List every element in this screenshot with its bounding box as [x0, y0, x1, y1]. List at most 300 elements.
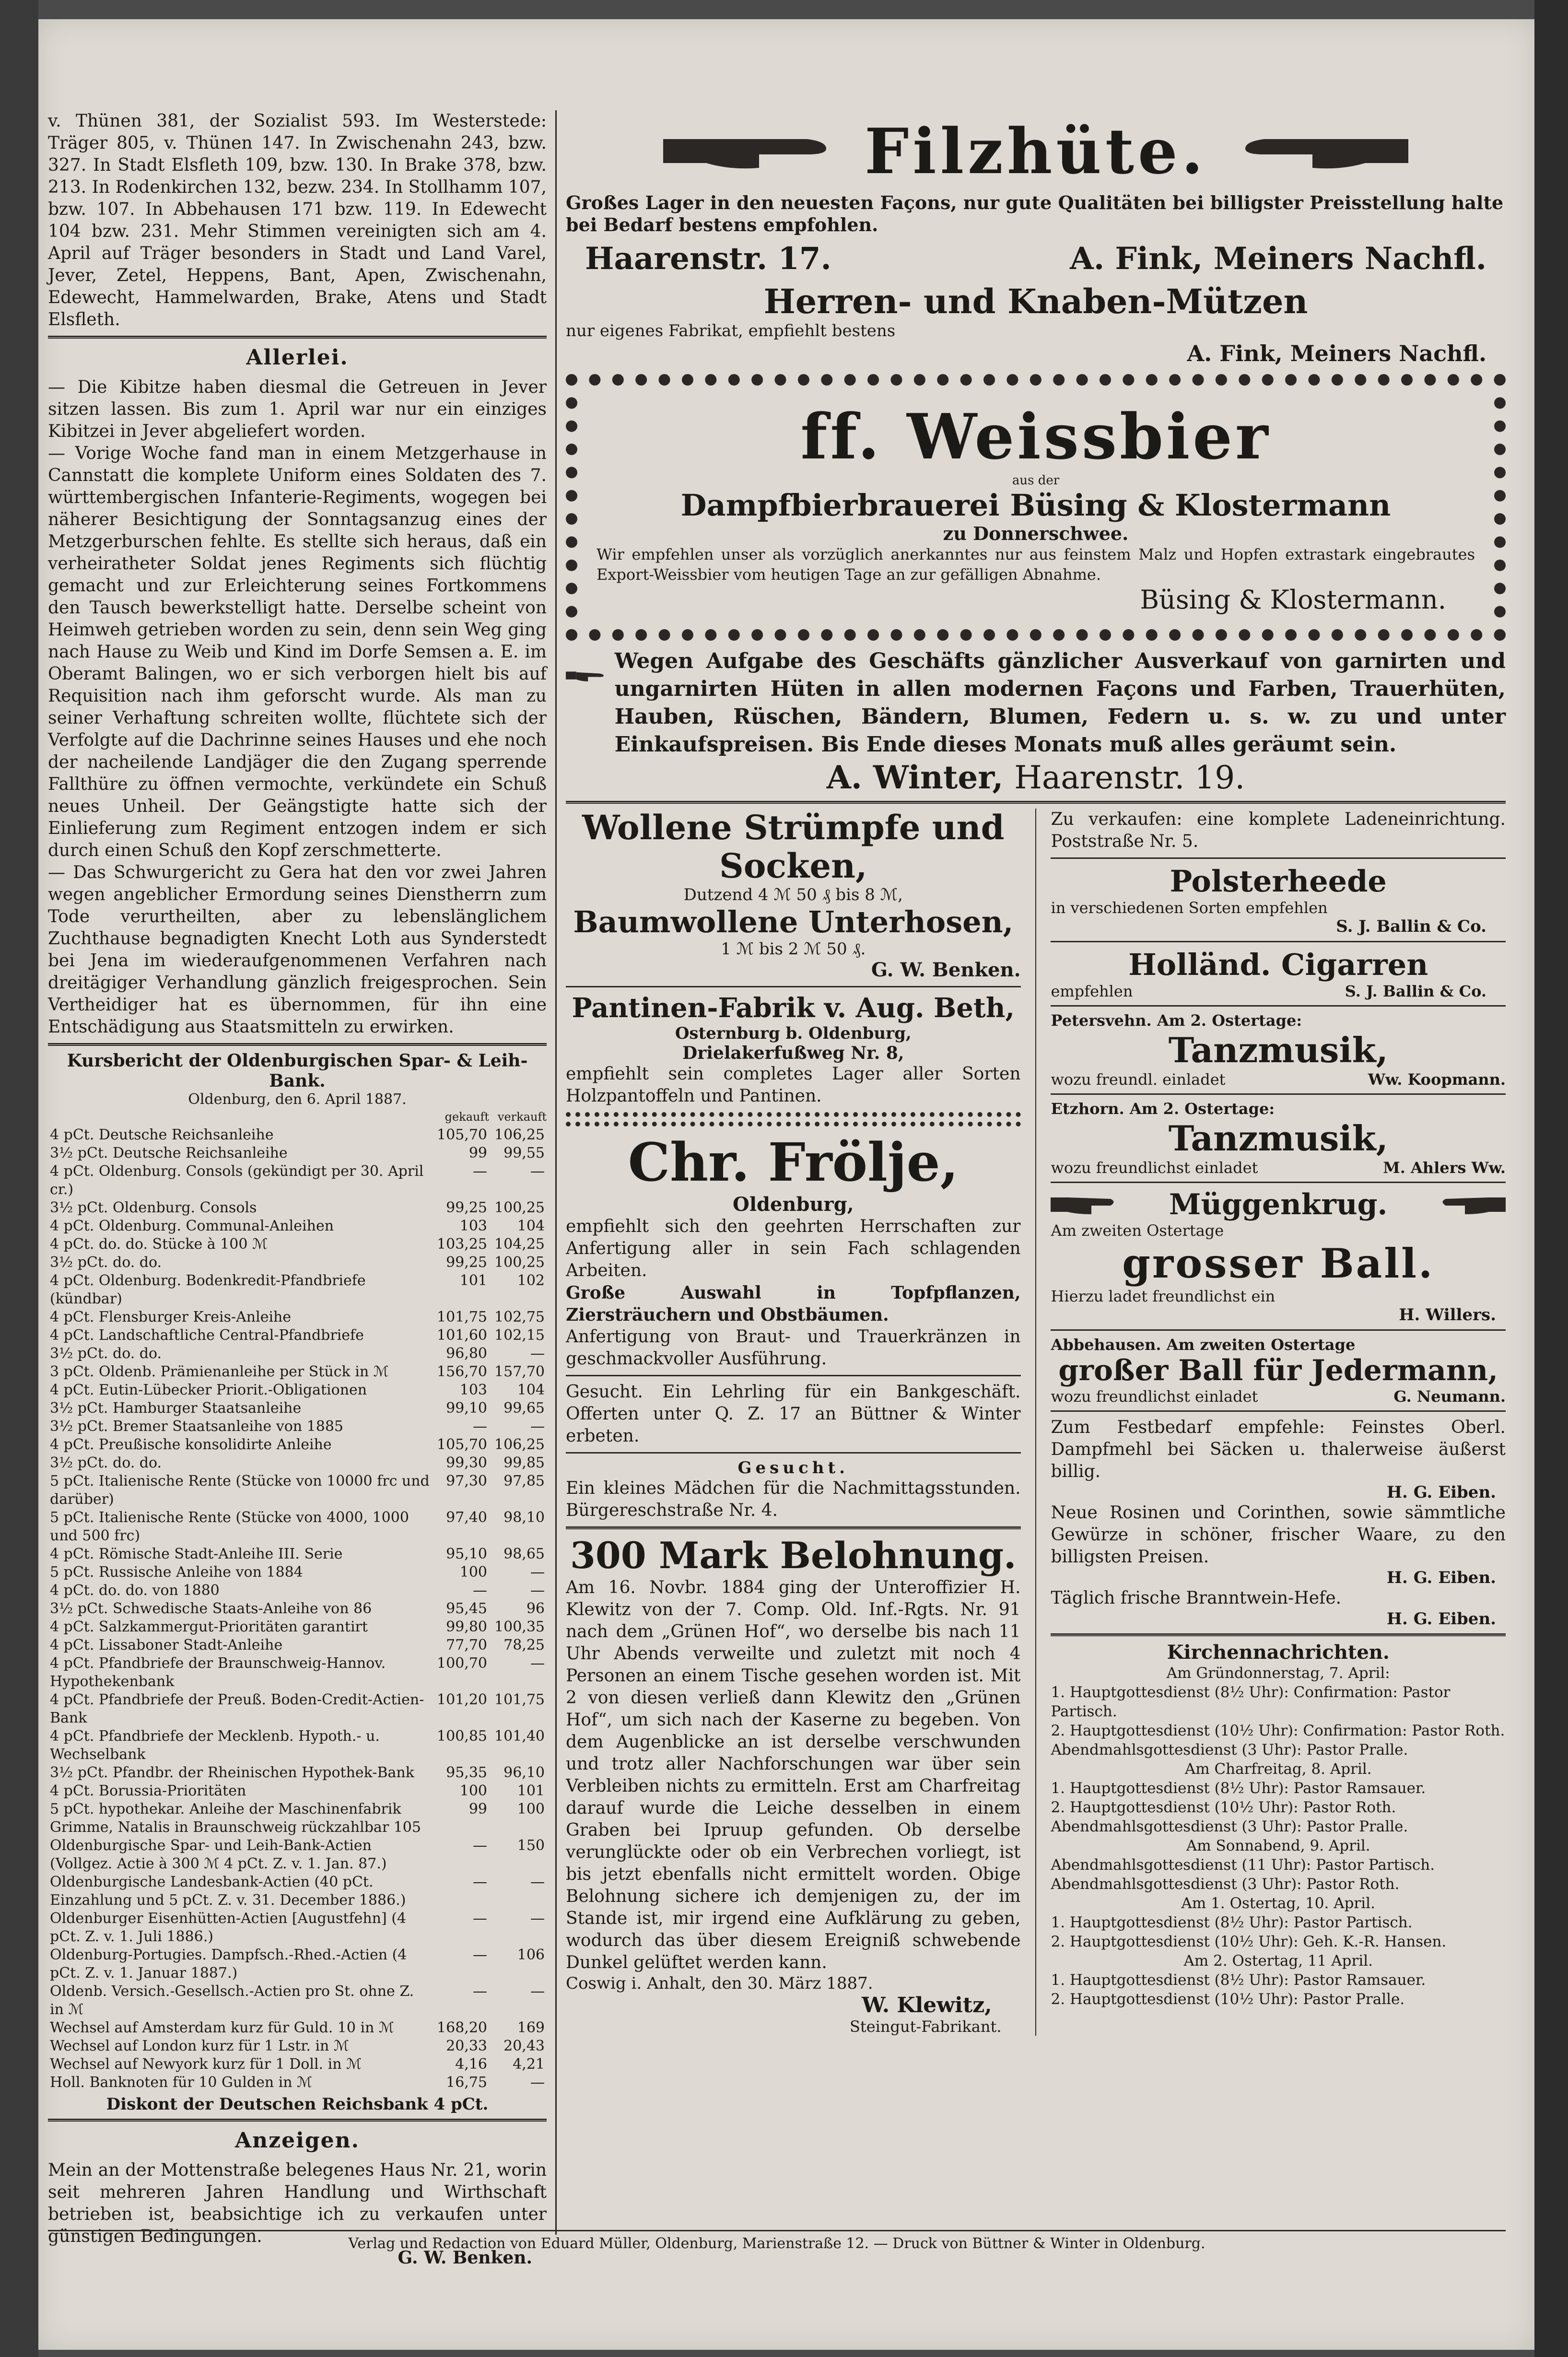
anzeigen-heading: Anzeigen. — [235, 2128, 360, 2153]
price-bought: — — [473, 1418, 487, 1435]
right-subcolumns — [566, 809, 1506, 2036]
security-name: 4 pCt. Pfandbriefe der Preuß. Boden-Credit-Actien-Bank — [50, 1691, 424, 1726]
gesucht-heading: Gesucht. — [737, 1458, 849, 1478]
eiben-hefe: Täglich frische Branntwein-Hefe. — [1051, 1588, 1342, 1608]
table-row — [48, 1837, 547, 1873]
list-item: Abendmahlsgottesdienst (3 Uhr): Pastor Pralle. — [1051, 1818, 1408, 1835]
election-results: v. Thünen 381, der Sozialist 593. Im Westerstede: Träger 805, v. Thünen 147. In Zwischenahn 243, bzw. 327. In Stadt Elsfleth 109, bzw. 130. In Brake 378, bzw. 213. In Rodenkirchen 132, bezw. 234. In Stollhamm 107, bzw. 107. In Abbehausen 171 bzw. 119. In Edewecht 104 bzw. 231. Mehr Stimmen vereinigten sich am 4. April auf Träger besonders in Stadt und Land Varel, Jever, Zetel, Heppens, Bant, Apen, Zwischenahn, Edewecht, Hammelwarden, Brake, Atens und Stadt Elsfleth. — [48, 111, 547, 329]
pointing-hand-left-icon — [1236, 125, 1408, 177]
allerlei-item: — Die Kibitze haben diesmal die Getreuen in Jever sitzen lassen. Bis zum 1. April war nur ein einziges Kibitzei in Jever abgeliefert worden. — [48, 377, 547, 441]
security-name: 4 pCt. do. do. von 1880 — [50, 1582, 220, 1599]
divider — [48, 1043, 547, 1046]
price-bought: — — [473, 1582, 487, 1599]
tanz1-firm: Ww. Koopmann. — [1368, 1070, 1506, 1089]
price-bought: 101 — [459, 1272, 487, 1289]
list-item: Am Charfreitag, 8. April. — [1184, 1760, 1372, 1778]
price-sold: 106,25 — [494, 1126, 545, 1143]
price-sold: 101 — [517, 1782, 545, 1799]
price-sold: 102,15 — [494, 1327, 545, 1344]
tanz1-text: wozu freundl. einladet — [1051, 1070, 1226, 1089]
allerlei-heading: Allerlei. — [246, 345, 349, 370]
divider — [1051, 1633, 1506, 1636]
security-name: 3½ pCt. Pfandbr. der Rheinischen Hypothek-Bank — [50, 1764, 414, 1781]
table-row — [48, 1509, 547, 1545]
table-row — [48, 1873, 547, 1910]
table-row — [48, 1563, 547, 1582]
security-name: 5 pCt. Italienische Rente (Stücke von 4000, 1000 und 500 frc) — [50, 1509, 409, 1544]
right-column — [566, 110, 1506, 2036]
table-row — [48, 1126, 547, 1144]
price-sold: 99,65 — [503, 1400, 545, 1417]
security-name: 4 pCt. Oldenburg. Consols (gekündigt per 30. April cr.) — [50, 1163, 424, 1198]
eiben-firm: H. G. Eiben. — [1386, 1568, 1496, 1587]
security-name: 3½ pCt. Deutsche Reichsanleihe — [50, 1145, 288, 1161]
price-sold: — — [530, 2074, 545, 2091]
price-sold: — — [530, 1910, 545, 1927]
security-name: 5 pCt. hypothekar. Anleihe der Maschinenfabrik Grimme, Natalis in Braunschweig rückzahlbar 105 — [50, 1801, 421, 1836]
price-bought: 105,70 — [437, 1126, 487, 1143]
divider — [1051, 941, 1506, 942]
list-item: 1. Hauptgottesdienst (8½ Uhr): Pastor Ramsauer. — [1051, 1971, 1426, 1989]
price-bought: 100,85 — [437, 1728, 487, 1745]
table-row — [48, 1199, 547, 1217]
list-item: 2. Hauptgottesdienst (10½ Uhr): Pastor Roth. — [1051, 1799, 1396, 1816]
table-row — [48, 1399, 547, 1418]
price-bought: 95,10 — [446, 1546, 487, 1562]
table-row — [48, 1144, 547, 1162]
ornament-border — [566, 1112, 1021, 1126]
security-name: 4 pCt. Römische Stadt-Anleihe III. Serie — [50, 1546, 343, 1562]
security-name: 4 pCt. Oldenburg. Communal-Anleihen — [50, 1218, 334, 1234]
list-item: Abendmahlsgottesdienst (11 Uhr): Pastor Partisch. — [1051, 1856, 1435, 1874]
security-name: Wechsel auf Amsterdam kurz für Guld. 10 in ℳ — [50, 2019, 395, 2036]
price-bought: 99 — [468, 1801, 487, 1818]
zigarren-text: empfehlen — [1051, 982, 1133, 1000]
table-row — [48, 1436, 547, 1454]
security-name: Oldenburger Eisenhütten-Actien [Augustfehn] (4 pCt. Z. v. 1. Juli 1886.) — [50, 1910, 407, 1945]
security-name: 4 pCt. Eutin-Lübecker Priorit.-Obligationen — [50, 1382, 367, 1398]
table-row — [48, 1582, 547, 1600]
pointing-hand-right-icon — [1051, 1190, 1118, 1219]
belohnung-sign2: Steingut-Fabrikant. — [849, 2017, 1002, 2036]
zigarren-footer — [1051, 982, 1506, 1000]
abbe-text: wozu freundlichst einladet — [1051, 1387, 1258, 1406]
divider — [1051, 1093, 1506, 1095]
price-sold: — — [530, 1983, 545, 2000]
table-row — [48, 1345, 547, 1363]
security-name: Oldenb. Versich.-Gesellsch.-Actien pro St. ohne Z. in ℳ — [50, 1983, 414, 2018]
security-name: 4 pCt. Salzkammergut-Prioritäten garantirt — [50, 1618, 368, 1635]
price-sold: 101,40 — [494, 1728, 545, 1745]
price-bought: — — [473, 1910, 487, 1927]
security-name: 4 pCt. Deutsche Reichsanleihe — [50, 1126, 274, 1143]
divider — [566, 1375, 1021, 1376]
muetzen-title: Herren- und Knaben-Mützen — [763, 281, 1308, 321]
scan-edge-left — [0, 0, 38, 2357]
price-sold: 169 — [517, 2019, 545, 2036]
pointing-hand-right-icon — [663, 125, 836, 177]
price-bought: 100,70 — [437, 1655, 487, 1672]
eiben-rosinen: Neue Rosinen und Corinthen, sowie sämmtliche Gewürze in schöner, frischer Waare, zu den billigsten Preisen. — [1051, 1503, 1506, 1567]
weissbier-place: zu Donnerschwee. — [943, 523, 1129, 544]
polster-title: Polsterheede — [1170, 864, 1387, 899]
security-name: 3½ pCt. do. do. — [50, 1254, 162, 1271]
table-row — [48, 2074, 547, 2092]
winter-address: Haarenstr. 19. — [1014, 759, 1245, 796]
belohnung-sign: W. Klewitz, — [862, 1993, 992, 2017]
security-name: 5 pCt. Russische Anleihe von 1884 — [50, 1564, 303, 1581]
price-sold: 102 — [517, 1272, 545, 1289]
price-sold: 150 — [517, 1837, 545, 1854]
list-item: 2. Hauptgottesdienst (10½ Uhr): Geh. K.-R. Hansen. — [1051, 1933, 1447, 1950]
price-sold: — — [530, 1163, 545, 1180]
price-sold: 99,55 — [503, 1145, 545, 1161]
weissbier-title: ff. Weissbier — [800, 400, 1271, 473]
price-sold: — — [530, 1418, 545, 1435]
filzhuete-address: Haarenstr. 17. — [585, 241, 831, 277]
froelje-wreaths: Anfertigung von Braut- und Trauerkränzen in geschmackvoller Ausführung. — [566, 1327, 1021, 1369]
table-row — [48, 1235, 547, 1254]
table-row — [48, 2055, 547, 2074]
wolle-price: Dutzend 4 ℳ 50 ₰ bis 8 ℳ, — [683, 885, 903, 904]
price-bought: 101,75 — [437, 1309, 487, 1325]
eiben-mehl: Zum Festbedarf empfehle: Feinstes Oberl. Dampfmehl bei Säcken u. thalerweise äußerst billig. — [1051, 1418, 1506, 1481]
price-bought: — — [473, 1947, 487, 1963]
table-row — [48, 1472, 547, 1509]
table-row — [48, 1982, 547, 2019]
table-row — [48, 1308, 547, 1326]
eiben-firm: H. G. Eiben. — [1386, 1483, 1496, 1502]
table-row — [48, 1727, 547, 1764]
weissbier-sign: Büsing & Klostermann. — [1140, 585, 1446, 615]
table-row — [48, 1800, 547, 1837]
unterhosen-title: Baumwollene Unterhosen, — [573, 904, 1014, 939]
price-bought: 95,45 — [446, 1600, 487, 1617]
price-sold: 20,43 — [503, 2038, 545, 2054]
filzhuete-footer — [566, 236, 1506, 281]
table-row — [48, 1910, 547, 1946]
weissbier-ad — [566, 374, 1506, 641]
price-bought: 105,70 — [437, 1436, 487, 1453]
belohnung-title: 300 Mark Belohnung. — [570, 1534, 1017, 1577]
price-bought: 77,70 — [446, 1637, 487, 1653]
table-row — [48, 1618, 547, 1636]
froelje-text: empfiehlt sich den geehrten Herrschaften zur Anfertigung aller in sein Fach schlagenden Arbeiten. — [566, 1217, 1021, 1280]
price-sold: 100,25 — [494, 1254, 545, 1271]
tanz2-title: Tanzmusik, — [1168, 1118, 1388, 1159]
filzhuete-title: Filzhüte. — [865, 114, 1207, 188]
table-row — [48, 1654, 547, 1691]
muetzen-firm: A. Fink, Meiners Nachfl. — [1187, 340, 1486, 366]
filzhuete-firm: A. Fink, Meiners Nachfl. — [1070, 241, 1486, 277]
froelje-place: Oldenburg, — [732, 1193, 854, 1216]
security-name: 5 pCt. Italienische Rente (Stücke von 10000 frc und darüber) — [50, 1473, 430, 1508]
price-bought: 99,25 — [446, 1199, 487, 1216]
kursbericht-title: Kursbericht der Oldenburgischen Spar- & Leih-Bank. — [67, 1051, 528, 1091]
price-sold: 100,35 — [494, 1618, 545, 1635]
price-bought: 100 — [459, 1782, 487, 1799]
gesucht-maedchen: Ein kleines Mädchen für die Nachmittagsstunden. Bürgereschstraße Nr. 4. — [566, 1478, 1021, 1520]
security-name: 4 pCt. Borussia-Prioritäten — [50, 1782, 246, 1799]
tanz2-head: Etzhorn. Am 2. Ostertage: — [1051, 1100, 1275, 1118]
price-bought: 4,16 — [455, 2056, 487, 2073]
divider — [1051, 857, 1506, 859]
column-rule — [555, 110, 557, 2235]
price-bought: 99 — [468, 1145, 487, 1161]
price-sold: — — [530, 1874, 545, 1890]
table-row — [48, 1217, 547, 1235]
security-name: 3½ pCt. Oldenburg. Consols — [50, 1199, 257, 1216]
security-name: 4 pCt. Preußische konsolidirte Anleihe — [50, 1436, 332, 1453]
zigarren-firm: S. J. Ballin & Co. — [1345, 982, 1486, 1000]
divider — [566, 1452, 1021, 1454]
list-item: Abendmahlsgottesdienst (3 Uhr): Pastor Pralle. — [1051, 1741, 1408, 1759]
price-sold: 157,70 — [494, 1363, 545, 1380]
subcolumn-left — [566, 809, 1021, 2036]
price-bought: 20,33 — [446, 2038, 487, 2054]
table-row — [48, 1272, 547, 1308]
mueggen-firm: H. Willers. — [1399, 1305, 1496, 1325]
security-name: 4 pCt. do. do. Stücke à 100 ℳ — [50, 1236, 268, 1253]
price-bought: 99,10 — [446, 1400, 487, 1417]
price-sold: 96,10 — [503, 1764, 545, 1781]
kirche-list — [1051, 1664, 1506, 2009]
winter-text: Wegen Aufgabe des Geschäfts gänzlicher Ausverkauf von garnirten und ungarnirten Hüten in allen modernen Façons und Farben, Trauerhüten, Hauben, Rüschen, Bändern, Blumen, Federn u. s. w. zu und unter Einkaufspreisen. Bis Ende dieses Monats muß alles geräumt sein. — [614, 649, 1506, 757]
security-name: 3½ pCt. Schwedische Staats-Anleihe von 86 — [50, 1600, 372, 1617]
house-ad: Mein an der Mottenstraße belegenes Haus Nr. 21, worin seit mehreren Jahren Handlung und Wirthschaft betrieben ist, beabsichtige ich zu verkaufen unter günstigen Bedingungen. — [48, 2160, 547, 2246]
security-name: 4 pCt. Pfandbriefe der Mecklenb. Hypoth.- u. Wechselbank — [50, 1728, 380, 1763]
left-column — [48, 110, 547, 2268]
tanz2-text: wozu freundlichst einladet — [1051, 1159, 1258, 1177]
security-name: 4 pCt. Lissaboner Stadt-Anleihe — [50, 1637, 283, 1653]
price-bought: 101,20 — [437, 1691, 487, 1708]
price-sold: 104 — [517, 1382, 545, 1398]
list-item: Abendmahlsgottesdienst (3 Uhr): Pastor Roth. — [1051, 1876, 1400, 1893]
abbe-footer — [1051, 1387, 1506, 1406]
price-bought: 16,75 — [446, 2074, 487, 2091]
winter-firm: A. Winter, — [826, 759, 1004, 796]
house-ad-sign: G. W. Benken. — [398, 2248, 532, 2268]
security-name: Oldenburgische Spar- und Leih-Bank-Actien (Vollgez. Actie à 300 ℳ 4 pCt. Z. v. 1. Jan. 87.) — [50, 1837, 387, 1872]
list-item: Am 2. Ostertag, 11 April. — [1183, 1952, 1373, 1970]
price-bought: 99,80 — [446, 1618, 487, 1635]
kursbericht-date: Oldenburg, den 6. April 1887. — [188, 1091, 407, 1108]
froelje-plants: Große Auswahl in Topfpflanzen, Ziersträuchern und Obstbäumen. — [566, 1283, 1021, 1325]
winter-ad — [566, 647, 1506, 759]
kirche-title: Kirchennachrichten. — [1167, 1641, 1390, 1664]
list-item: Am Gründonnerstag, 7. April: — [1166, 1665, 1390, 1682]
table-row — [48, 1363, 547, 1381]
divider — [1051, 1410, 1506, 1412]
pantinen-title: Pantinen-Fabrik v. Aug. Beth, — [572, 992, 1015, 1024]
wolle-title: Wollene Strümpfe und Socken, — [582, 808, 1005, 886]
pointing-hand-right-icon — [566, 647, 605, 705]
pointing-hand-left-icon — [1439, 1190, 1506, 1219]
winter-footer — [566, 759, 1506, 796]
price-sold: 97,85 — [503, 1473, 545, 1489]
price-sold: 98,10 — [503, 1509, 545, 1526]
muetzen-text: nur eigenes Fabrikat, empfiehlt bestens — [566, 321, 896, 340]
kursbericht-table — [48, 1108, 547, 2092]
price-bought: 103 — [459, 1218, 487, 1234]
security-name: 3 pCt. Oldenb. Prämienanleihe per Stück in ℳ — [50, 1363, 389, 1380]
list-item: 1. Hauptgottesdienst (8½ Uhr): Pastor Ramsauer. — [1051, 1780, 1426, 1797]
price-bought: 168,20 — [437, 2019, 487, 2036]
verkaufen-ad: Zu verkaufen: eine komplete Ladeneinrichtung. Poststraße Nr. 5. — [1051, 809, 1506, 851]
imprint-footer: Verlag und Redaction von Eduard Müller, Oldenburg, Marienstraße 12. — Druck von Büttner & Winter in Oldenburg. — [48, 2230, 1506, 2252]
polster-text: in verschiedenen Sorten empfehlen — [1051, 899, 1328, 917]
pantinen-address: Drielakerfußweg Nr. 8, — [682, 1043, 904, 1063]
price-bought: 103,25 — [437, 1236, 487, 1253]
table-row — [48, 1418, 547, 1436]
table-row — [48, 2019, 547, 2037]
gesucht-lehrling: Gesucht. Ein Lehrling für ein Bankgeschäft. Offerten unter Q. Z. 17 an Büttner & Winter erbeten. — [566, 1382, 1021, 1446]
price-sold: 100,25 — [494, 1199, 545, 1216]
price-sold: — — [530, 1582, 545, 1599]
list-item: 1. Hauptgottesdienst (8½ Uhr): Confirmation: Pastor Partisch. — [1051, 1684, 1451, 1720]
zigarren-title: Holländ. Cigarren — [1128, 947, 1428, 982]
price-sold: 99,85 — [503, 1454, 545, 1471]
scan-edge-right — [1534, 0, 1568, 2357]
divider — [1051, 1329, 1506, 1331]
security-name: 4 pCt. Pfandbriefe der Braunschweig-Hannov. Hypothekenbank — [50, 1655, 386, 1690]
price-sold: 101,75 — [494, 1691, 545, 1708]
table-row — [48, 1381, 547, 1399]
weissbier-aus: aus der — [1012, 473, 1060, 488]
list-item: 2. Hauptgottesdienst (10½ Uhr): Pastor Pralle. — [1051, 1991, 1405, 2008]
subcolumn-right — [1051, 809, 1506, 2036]
price-bought: — — [473, 1837, 487, 1854]
abbe-title: großer Ball für Jedermann, — [1058, 1354, 1498, 1387]
table-row — [48, 1600, 547, 1618]
security-name: 4 pCt. Landschaftliche Central-Pfandbriefe — [50, 1327, 364, 1344]
tanz1-footer — [1051, 1070, 1506, 1089]
divider — [48, 336, 547, 339]
mueggen-head: Am zweiten Ostertage — [1051, 1221, 1224, 1240]
pantinen-text: empfiehlt sein completes Lager aller Sorten Holzpantoffeln und Pantinen. — [566, 1064, 1021, 1106]
price-bought: 96,80 — [446, 1345, 487, 1362]
price-sold: 104 — [517, 1218, 545, 1234]
table-row — [48, 1782, 547, 1800]
divider — [48, 2119, 547, 2122]
mueggen-title: Müggenkrug. — [1169, 1188, 1388, 1221]
pantinen-place: Osternburg b. Oldenburg, — [675, 1024, 912, 1043]
price-bought: 100 — [459, 1564, 487, 1581]
tanz1-head: Petersvehn. Am 2. Ostertage: — [1051, 1011, 1302, 1030]
security-name: Wechsel auf Newyork kurz für 1 Doll. in ℳ — [50, 2056, 362, 2073]
price-bought: 99,30 — [446, 1454, 487, 1471]
list-item: Am Sonnabend, 9. April. — [1186, 1837, 1370, 1854]
price-bought: 156,70 — [437, 1363, 487, 1380]
table-row — [48, 1691, 547, 1727]
price-sold: 98,65 — [503, 1546, 545, 1562]
mueggen-header — [1051, 1188, 1506, 1221]
froelje-title: Chr. Frölje, — [628, 1131, 959, 1193]
price-sold: 104,25 — [494, 1236, 545, 1253]
abbe-firm: G. Neumann. — [1393, 1387, 1506, 1406]
divider — [566, 1526, 1021, 1529]
col-verkauft: verkauft — [497, 1110, 547, 1124]
security-name: Holl. Banknoten für 10 Gulden in ℳ — [50, 2074, 313, 2091]
security-name: 4 pCt. Oldenburg. Bodenkredit-Pfandbriefe (kündbar) — [50, 1272, 366, 1307]
price-bought: 101,60 — [437, 1327, 487, 1344]
security-name: 3½ pCt. Bremer Staatsanleihe von 1885 — [50, 1418, 344, 1435]
divider — [1051, 1005, 1506, 1007]
security-name: Oldenburgische Landesbank-Actien (40 pCt. Einzahlung und 5 pCt. Z. v. 31. December 1886.) — [50, 1874, 406, 1909]
table-row — [48, 1254, 547, 1272]
list-item: 1. Hauptgottesdienst (8½ Uhr): Pastor Partisch. — [1051, 1914, 1413, 1931]
price-sold: 100 — [517, 1801, 545, 1818]
col-gekauft: gekauft — [445, 1110, 489, 1124]
security-name: Wechsel auf London kurz für 1 Lstr. in ℳ — [50, 2038, 349, 2054]
security-name: 4 pCt. Flensburger Kreis-Anleihe — [50, 1309, 292, 1325]
security-name: 3½ pCt. do. do. — [50, 1345, 162, 1362]
abbe-head: Abbehausen. Am zweiten Ostertage — [1051, 1336, 1356, 1354]
price-bought: 103 — [459, 1382, 487, 1398]
price-bought: — — [473, 1874, 487, 1890]
table-row — [48, 1636, 547, 1654]
price-bought: — — [473, 1983, 487, 2000]
filzhuete-text: Großes Lager in den neuesten Façons, nur gute Qualitäten bei billigster Preisstellung halte bei Bedarf bestens empfohlen. — [566, 192, 1504, 235]
security-name: Oldenburg-Portugies. Dampfsch.-Rhed.-Actien (4 pCt. Z. v. 1. Januar 1887.) — [50, 1947, 407, 1982]
price-sold: 106,25 — [494, 1436, 545, 1453]
filzhuete-header — [566, 110, 1506, 192]
security-name: 3½ pCt. Hamburger Staatsanleihe — [50, 1400, 302, 1417]
belohnung-place: Coswig i. Anhalt, den 30. März 1887. — [566, 1974, 873, 1993]
tanz2-firm: M. Ahlers Ww. — [1383, 1159, 1506, 1177]
table-row — [48, 2037, 547, 2055]
price-bought: 95,35 — [446, 1764, 487, 1781]
allerlei-item: — Das Schwurgericht zu Gera hat den vor zwei Jahren wegen angeblicher Ermordung seines Dienstherrn zum Tode verurtheilten, aber zu lebenslänglichem Zuchthause begnadigten Knecht Loth aus Synderstedt bei Jena im wiederaufgenommenen Verfahren nach dreitägiger Verhandlung gänzlich freigesprochen. Sein Vertheidiger hat es übernommen, für ihn eine Entschädigung aus Staatsmitteln zu erwirken. — [48, 863, 547, 1037]
weissbier-brewery: Dampfbierbrauerei Büsing & Klostermann — [680, 488, 1391, 523]
price-sold: — — [530, 1564, 545, 1581]
price-sold: 106 — [517, 1947, 545, 1963]
table-row — [48, 1326, 547, 1345]
table-row — [48, 1946, 547, 1982]
divider — [566, 986, 1021, 987]
table-row — [48, 1162, 547, 1199]
belohnung-text: Am 16. Novbr. 1884 ging der Unteroffizier H. Klewitz von der 7. Comp. Old. Inf.-Rgts. Nr. 91 nach dem „Grünen Hof“, wo derselbe bis nach 11 Uhr Abends verweilte und zuletzt mit noch 4 Personen an einem Tische gesehen worden ist. Mit 2 von diesen verließ dann Klewitz den „Grünen Hof“, um sich nach der Kaserne zu begeben. Von dem Augenblicke an ist derselbe verschwunden und trotz aller Nachforschungen war über sein Verbleiben nichts zu ermitteln. Erst am Charfreitag darauf wurde die Leiche desselben in einem Graben bei Ipruup gefunden. Ob derselbe verunglückte oder ob ein Verbrechen vorliegt, ist bis jetzt ebenfalls nicht ermittelt worden. Obige Belohnung sichere ich demjenigen zu, der im Stande ist, mir irgend eine Aufklärung zu geben, wodurch das über diesem Ereigniß schwebende Dunkel gelüftet werden kann. — [566, 1578, 1021, 1972]
list-item: 2. Hauptgottesdienst (10½ Uhr): Confirmation: Pastor Roth. — [1051, 1722, 1505, 1739]
unterhosen-firm: G. W. Benken. — [871, 959, 1021, 981]
unterhosen-price: 1 ℳ bis 2 ℳ 50 ₰. — [721, 939, 866, 959]
price-sold: 96 — [526, 1600, 545, 1617]
price-bought: 99,25 — [446, 1254, 487, 1271]
polster-firm: S. J. Ballin & Co. — [1336, 917, 1486, 936]
table-row — [48, 1764, 547, 1782]
price-sold: 4,21 — [513, 2056, 545, 2073]
weissbier-text: Wir empfehlen unser als vorzüglich anerkanntes nur aus feinstem Malz und Hopfen extrastark eingebrautes Export-Weissbier vom heutigen Tage an zur gefälligen Abnahme. — [597, 545, 1475, 584]
divider — [566, 801, 1506, 804]
security-name: 3½ pCt. do. do. — [50, 1454, 162, 1471]
divider — [1051, 1182, 1506, 1183]
subcolumn-rule — [1035, 809, 1037, 2036]
diskont: Diskont der Deutschen Reichsbank 4 pCt. — [106, 2095, 489, 2114]
list-item: Am 1. Ostertag, 10. April. — [1181, 1895, 1375, 1912]
tanz1-title: Tanzmusik, — [1168, 1030, 1388, 1070]
price-bought: — — [473, 1163, 487, 1180]
price-sold: — — [530, 1345, 545, 1362]
price-bought: 97,30 — [446, 1473, 487, 1489]
tanz2-footer — [1051, 1159, 1506, 1177]
eiben-firm: H. G. Eiben. — [1386, 1609, 1496, 1629]
mueggen-ball: grosser Ball. — [1122, 1240, 1435, 1287]
table-row — [48, 1454, 547, 1472]
price-bought: 97,40 — [446, 1509, 487, 1526]
price-sold: — — [530, 1655, 545, 1672]
mueggen-text: Hierzu ladet freundlichst ein — [1051, 1287, 1275, 1305]
table-row — [48, 1545, 547, 1563]
